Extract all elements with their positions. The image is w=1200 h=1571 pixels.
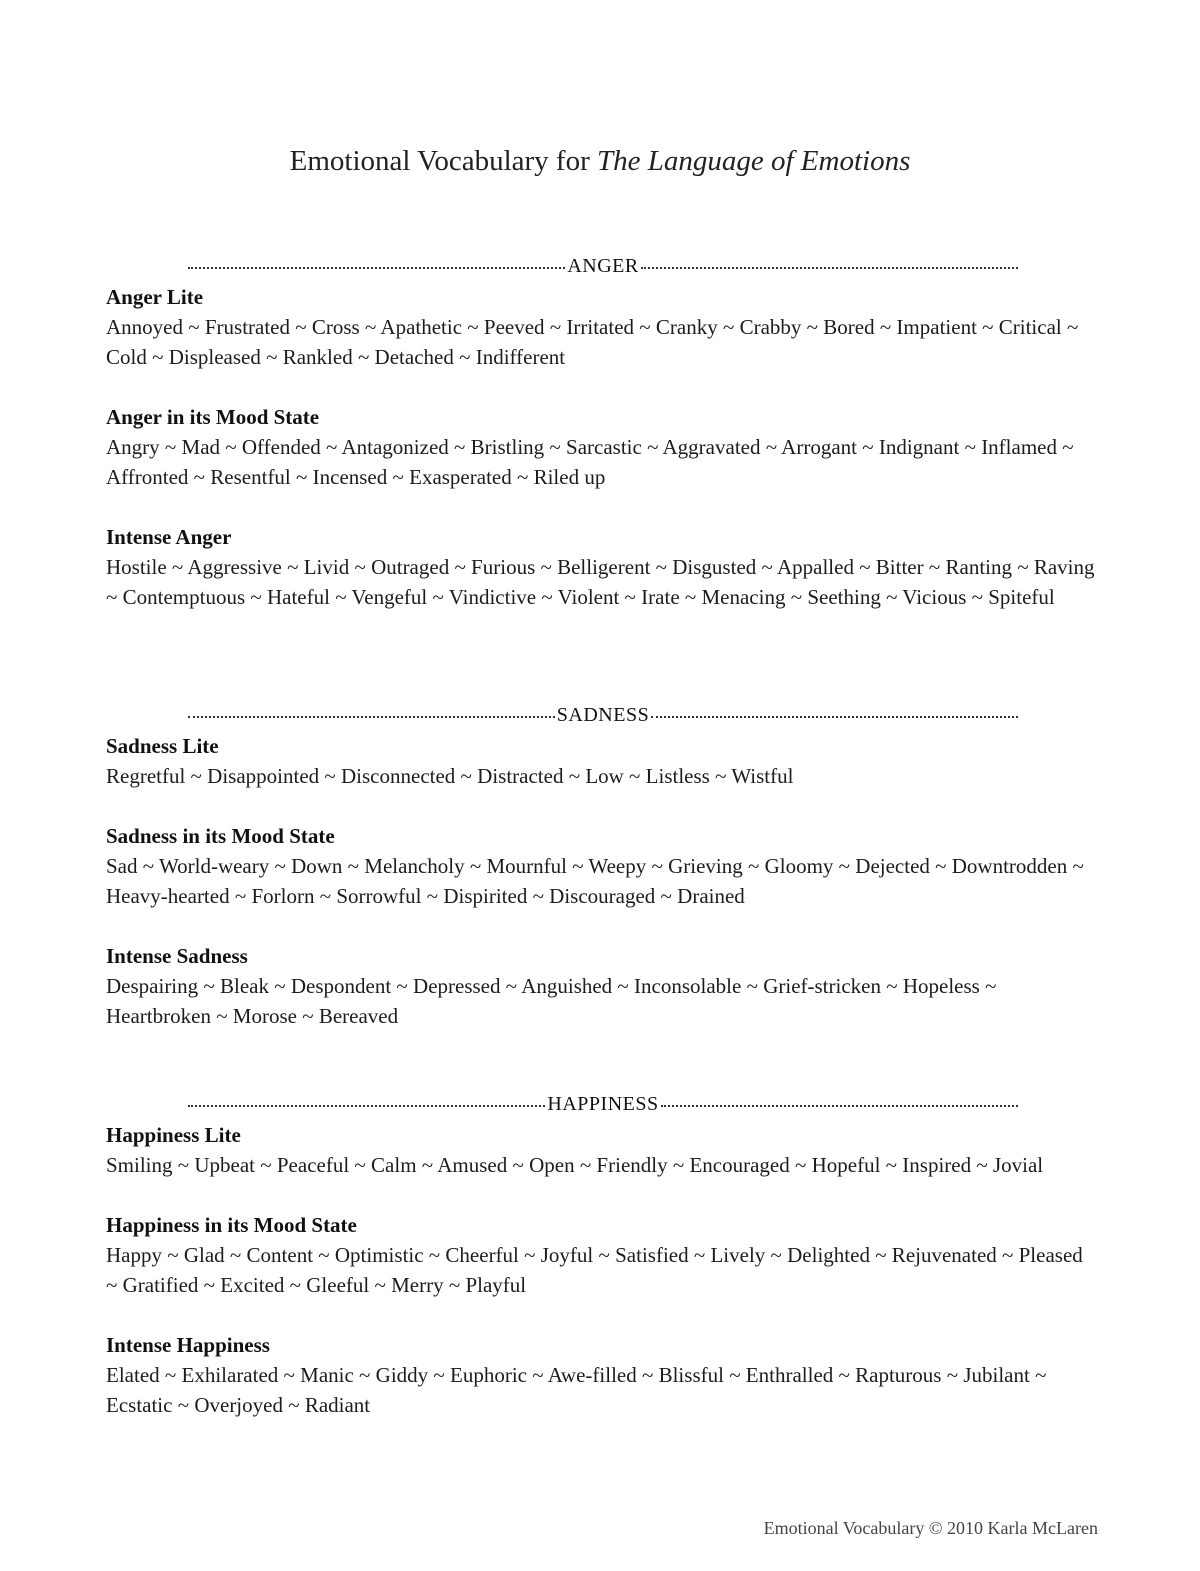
- section-anger: [106, 254, 1106, 612]
- group-title: Happiness Lite: [106, 1123, 241, 1147]
- divider-rule-left: [188, 267, 565, 269]
- group-title: Sadness Lite: [106, 734, 219, 758]
- group-title: Intense Anger: [106, 525, 232, 549]
- section-divider: [188, 1092, 1018, 1116]
- section-divider: [188, 254, 1018, 278]
- page-title: [0, 145, 1200, 178]
- group-words: Regretful ~ Disappointed ~ Disconnected ~ Distracted ~ Low ~ Listless ~ Wistful: [106, 764, 794, 788]
- section-divider: [188, 703, 1018, 727]
- group-happiness-lite: [106, 1120, 1106, 1180]
- group-happiness-mood: [106, 1210, 1106, 1300]
- group-anger-intense: [106, 522, 1106, 612]
- group-sadness-intense: [106, 941, 1106, 1031]
- page-title-book: The Language of Emotions: [597, 145, 911, 177]
- group-words: Sad ~ World-weary ~ Down ~ Melancholy ~ Mournful ~ Weepy ~ Grieving ~ Gloomy ~ Dejected ~ Downtrodden ~ Heavy-hearted ~ Forlorn ~ Sorrowful ~ Dispirited ~ Discouraged ~ Drained: [106, 854, 1084, 908]
- group-words: Smiling ~ Upbeat ~ Peaceful ~ Calm ~ Amused ~ Open ~ Friendly ~ Encouraged ~ Hopeful ~ Inspired ~ Jovial: [106, 1153, 1044, 1177]
- divider-rule-left: [188, 716, 555, 718]
- group-words: Annoyed ~ Frustrated ~ Cross ~ Apathetic ~ Peeved ~ Irritated ~ Cranky ~ Crabby ~ Bored ~ Impatient ~ Critical ~ Cold ~ Displeased ~ Rankled ~ Detached ~ Indifferent: [106, 315, 1079, 369]
- group-title: Sadness in its Mood State: [106, 824, 335, 848]
- group-anger-mood: [106, 402, 1106, 492]
- footer-copyright: Emotional Vocabulary © 2010 Karla McLaren: [763, 1518, 1098, 1538]
- divider-rule-right: [651, 716, 1018, 718]
- divider-rule-right: [661, 1105, 1018, 1107]
- divider-rule-left: [188, 1105, 545, 1107]
- group-title: Anger Lite: [106, 285, 204, 309]
- divider-rule-right: [641, 267, 1018, 269]
- group-words: Hostile ~ Aggressive ~ Livid ~ Outraged ~ Furious ~ Belligerent ~ Disgusted ~ Appalled ~ Bitter ~ Ranting ~ Raving ~ Contemptuous ~ Hateful ~ Vengeful ~ Vindictive ~ Violent ~ Irate ~ Menacing ~ Seething ~ Vicious ~ Spiteful: [106, 555, 1095, 609]
- section-heading: HAPPINESS: [547, 1092, 659, 1115]
- section-heading: ANGER: [567, 254, 639, 277]
- section-heading: SADNESS: [556, 703, 650, 726]
- page-title-prefix: Emotional Vocabulary for: [289, 145, 597, 177]
- group-sadness-lite: [106, 731, 1106, 791]
- group-words: Despairing ~ Bleak ~ Despondent ~ Depressed ~ Anguished ~ Inconsolable ~ Grief-stricken ~ Hopeless ~ Heartbroken ~ Morose ~ Bereaved: [106, 974, 997, 1028]
- group-title: Happiness in its Mood State: [106, 1213, 357, 1237]
- group-happiness-intense: [106, 1330, 1106, 1420]
- section-sadness: [106, 703, 1106, 1031]
- group-title: Anger in its Mood State: [106, 405, 320, 429]
- group-anger-lite: [106, 282, 1106, 372]
- group-words: Angry ~ Mad ~ Offended ~ Antagonized ~ Bristling ~ Sarcastic ~ Aggravated ~ Arrogant ~ Indignant ~ Inflamed ~ Affronted ~ Resentful ~ Incensed ~ Exasperated ~ Riled up: [106, 435, 1074, 489]
- group-title: Intense Sadness: [106, 944, 248, 968]
- group-sadness-mood: [106, 821, 1106, 911]
- group-words: Happy ~ Glad ~ Content ~ Optimistic ~ Cheerful ~ Joyful ~ Satisfied ~ Lively ~ Delighted ~ Rejuvenated ~ Pleased ~ Gratified ~ Excited ~ Gleeful ~ Merry ~ Playful: [106, 1243, 1083, 1297]
- group-words: Elated ~ Exhilarated ~ Manic ~ Giddy ~ Euphoric ~ Awe-filled ~ Blissful ~ Enthralled ~ Rapturous ~ Jubilant ~ Ecstatic ~ Overjoyed ~ Radiant: [106, 1363, 1047, 1417]
- section-happiness: [106, 1092, 1106, 1420]
- group-title: Intense Happiness: [106, 1333, 270, 1357]
